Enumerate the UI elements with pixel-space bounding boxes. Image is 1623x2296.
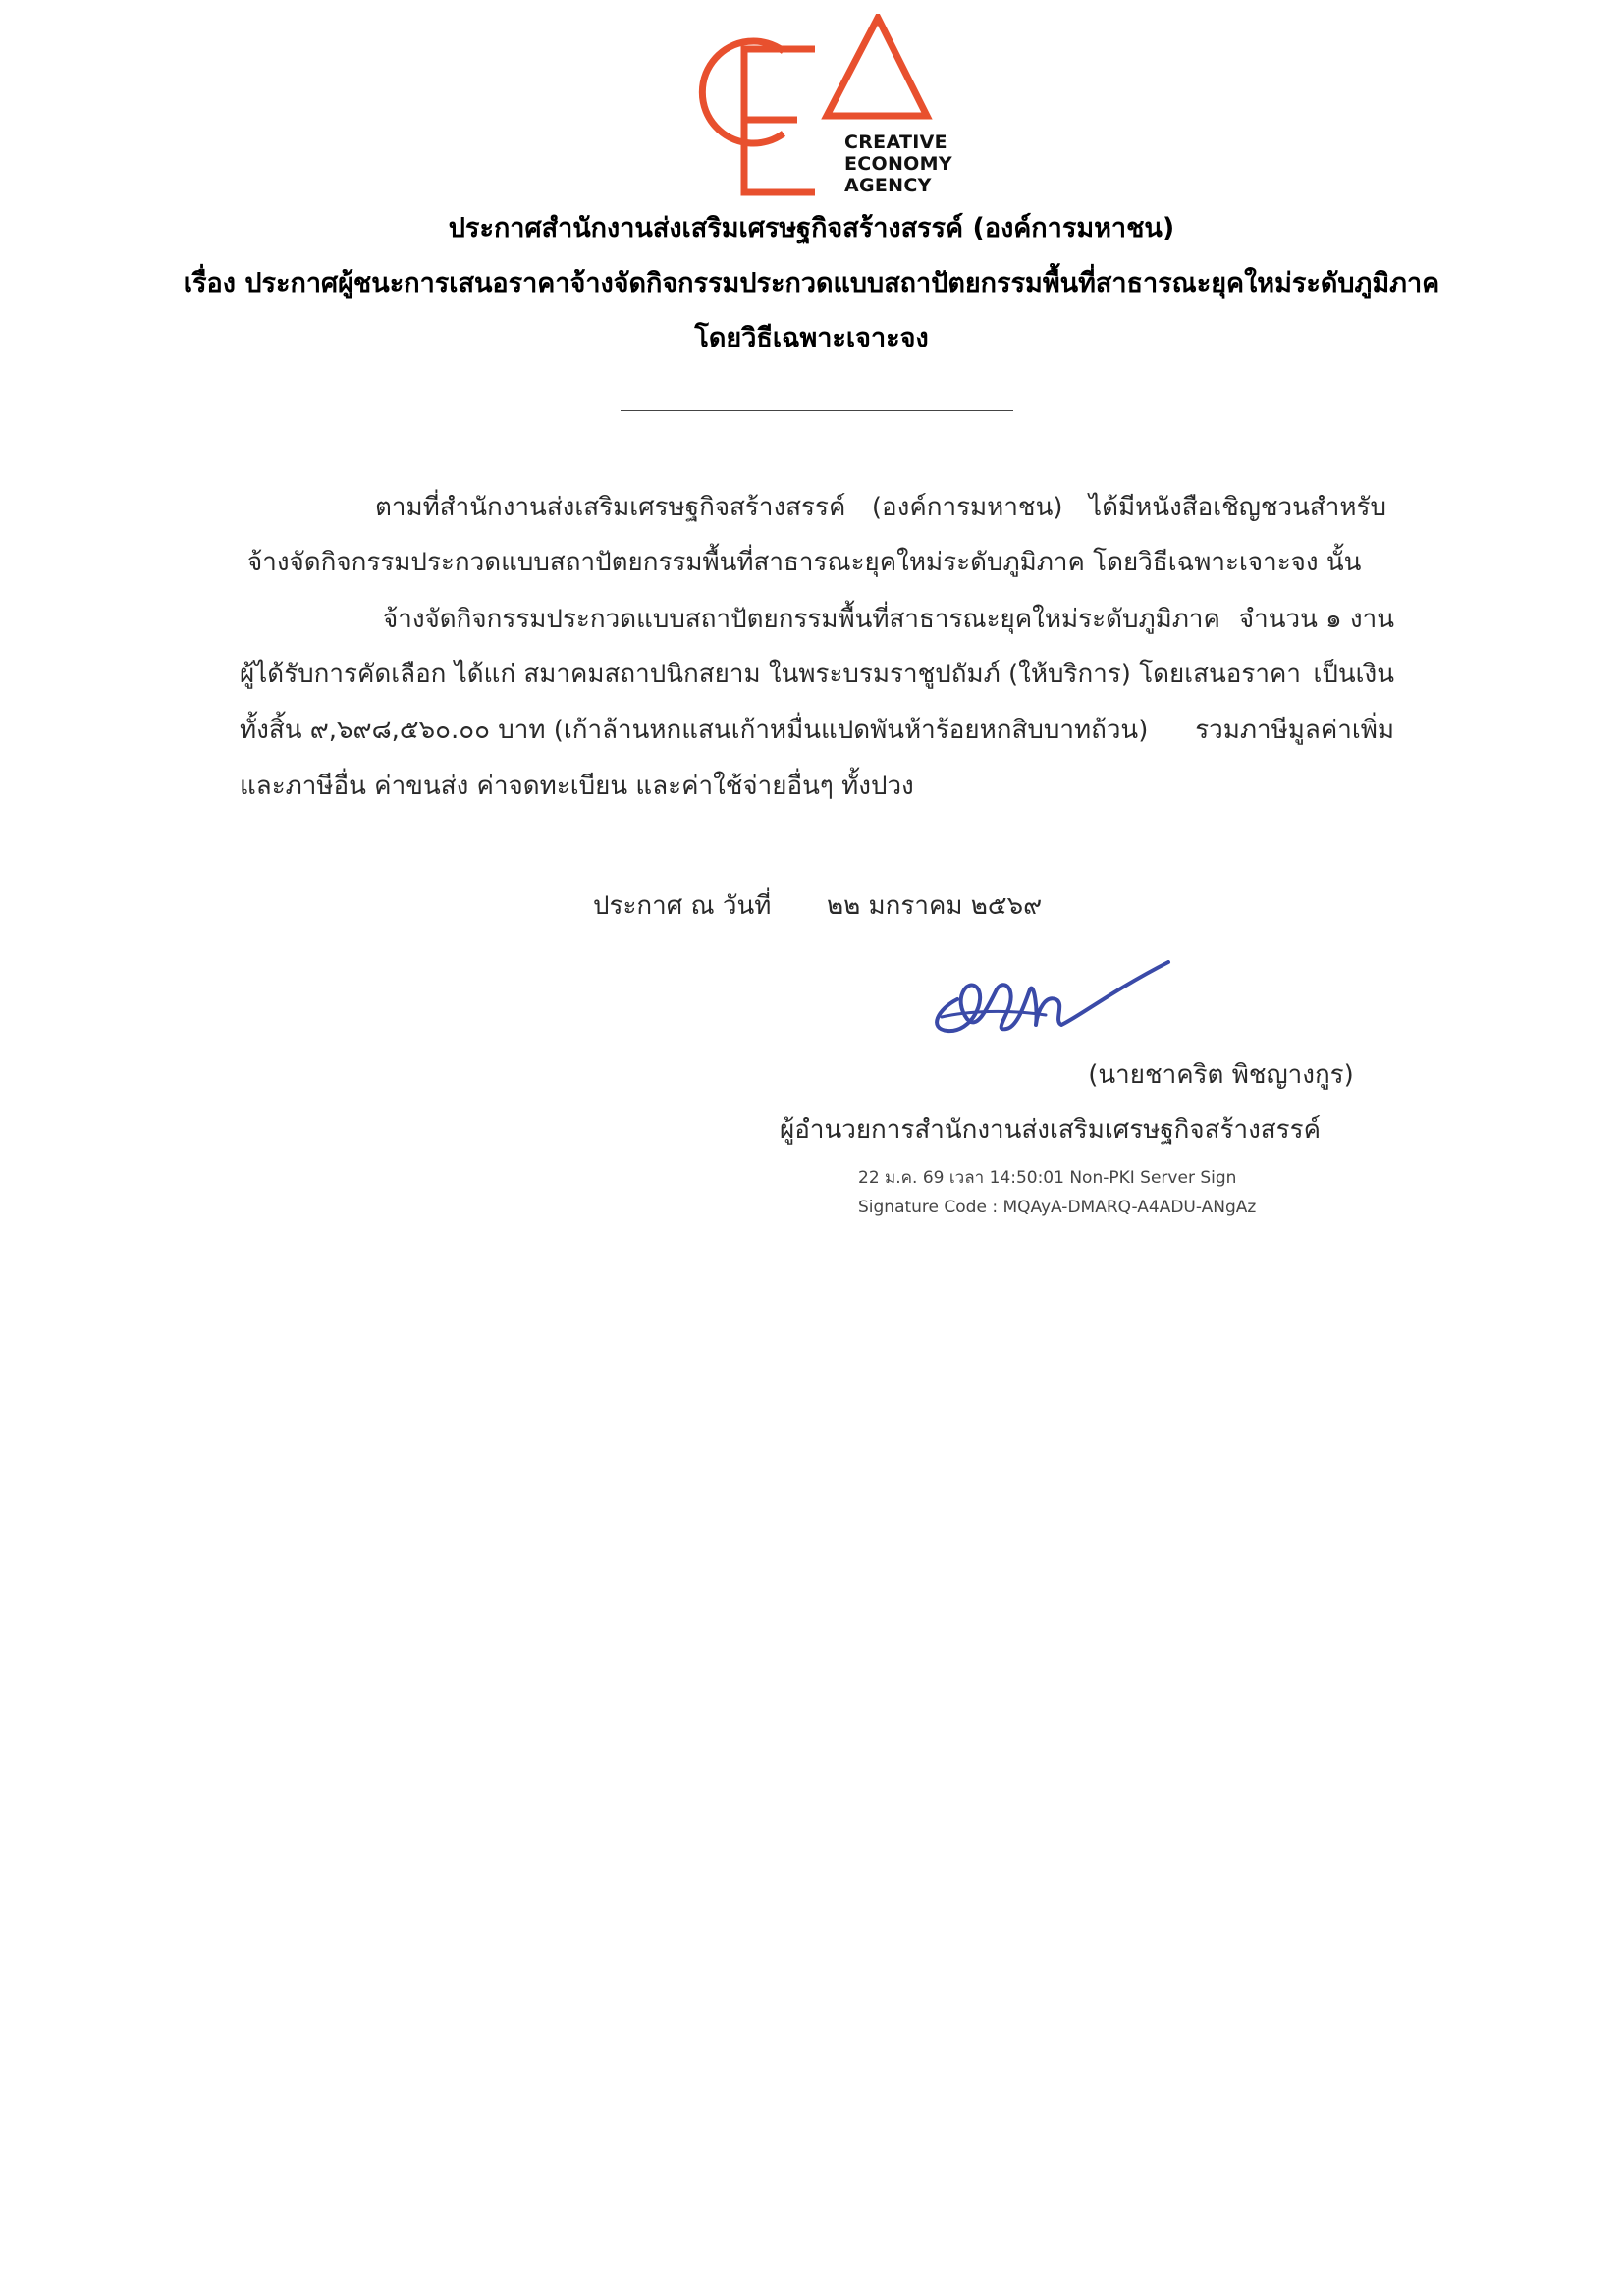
paragraph-2-line-2 [240,658,1394,691]
announce-date-line [593,885,1042,926]
logo-line-2: ECONOMY [844,153,952,175]
logo-line-1: CREATIVE [844,132,947,153]
paragraph-1-line-2: จ้างจัดกิจกรรมประกวดแบบสถาปัตยกรรมพื้นที่สาธารณะยุคใหม่ระดับภูมิภาค โดยวิธีเฉพาะเจาะจง นั้น [247,548,1362,577]
signer-title: ผู้อำนวยการสำนักงานส่งเสริมเศรษฐกิจสร้างสรรค์ [780,1115,1321,1145]
announce-label: ประกาศ ณ วันที่ [593,891,772,921]
signer-name: (นายชาคริต พิชญางกูร) [1088,1060,1354,1090]
cea-logo [677,14,972,200]
sign-timestamp: 22 ม.ค. 69 เวลา 14:50:01 Non-PKI Server Sign [858,1168,1237,1188]
announcement-title: ประกาศสำนักงานส่งเสริมเศรษฐกิจสร้างสรรค์ (องค์การมหาชน) [448,213,1175,243]
paragraph-2-line-3 [240,714,1394,747]
p2-l2-text-b: เป็นเงิน [1313,660,1394,689]
p1-text-b: (องค์การมหาชน) [871,493,1063,522]
paragraph-2-line-4: และภาษีอื่น ค่าขนส่ง ค่าจดทะเบียน และค่าใช้จ่ายอื่นๆ ทั้งปวง [240,772,914,801]
logo-wordmark [844,132,952,196]
paragraph-1-line-1 [375,491,1386,524]
p1-text-c: ได้มีหนังสือเชิญชวนสำหรับ [1089,493,1386,522]
p1-text-a: ตามที่สำนักงานส่งเสริมเศรษฐกิจสร้างสรรค์ [375,493,846,522]
p2-text-b: จำนวน ๑ งาน [1238,605,1394,634]
announce-date: ๒๒ มกราคม ๒๕๖๙ [826,891,1043,921]
paragraph-2-line-1 [383,603,1394,636]
title-divider [621,410,1013,411]
signature-stroke [928,960,1173,1048]
announcement-method: โดยวิธีเฉพาะเจาะจง [694,323,929,353]
logo-line-3: AGENCY [844,175,932,196]
p2-l2-text-a: ผู้ได้รับการคัดเลือก ได้แก่ สมาคมสถาปนิกสยาม ในพระบรมราชูปถัมภ์ (ให้บริการ) โดยเสนอราคา [240,660,1301,689]
announcement-subject: เรื่อง ประกาศผู้ชนะการเสนอราคาจ้างจัดกิจกรรมประกวดแบบสถาปัตยกรรมพื้นที่สาธารณะยุคใหม่ระดับภูมิภาค [183,268,1440,298]
p2-l3-text-b: รวมภาษีมูลค่าเพิ่ม [1195,716,1394,745]
handwritten-signature [928,960,1173,1048]
p2-l3-text-a: ทั้งสิ้น ๙,๖๙๘,๕๖๐.๐๐ บาท (เก้าล้านหกแสนเก้าหมื่นแปดพันห้าร้อยหกสิบบาทถ้วน) [240,716,1149,745]
signature-code: Signature Code : MQAyA-DMARQ-A4ADU-ANgAz [858,1198,1257,1217]
p2-text-a: จ้างจัดกิจกรรมประกวดแบบสถาปัตยกรรมพื้นที่สาธารณะยุคใหม่ระดับภูมิภาค [383,605,1220,634]
